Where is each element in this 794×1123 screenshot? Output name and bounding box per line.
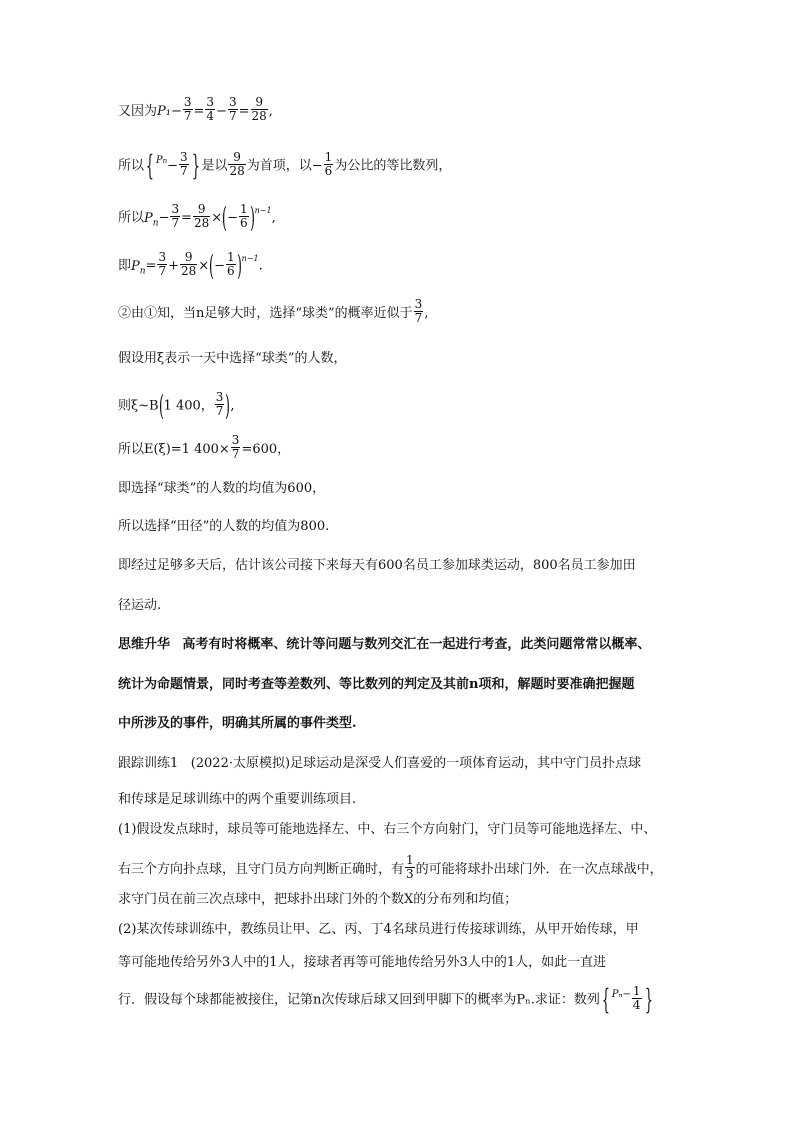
denominator: 28 bbox=[229, 163, 245, 178]
exercise-q2-line-2 bbox=[118, 955, 606, 971]
numerator: 3 bbox=[414, 297, 423, 311]
text: 为首项，以− bbox=[246, 158, 323, 174]
fraction bbox=[170, 203, 180, 230]
equation-line-solution: 即$P_n=$ $\frac{3}{7}$ + $\frac{9}{28}$ ×(− $\frac{1}{6}$ )$^{n-1}$. bbox=[118, 249, 263, 282]
text: 为公比的等比数列， bbox=[334, 158, 452, 174]
math: P₁− bbox=[157, 104, 182, 119]
exercise-label: 跟踪训练1 bbox=[118, 756, 179, 771]
equation-line-sequence: 所以{ $^{Pn}$− $\frac{3}{7}$ } 是以 $\frac{9}{28}$ 为首项，以− $\frac{1}{6}$ 为公比的等比数列， bbox=[118, 149, 452, 182]
text: 右三个方向扑点球，且守门员方向判断正确时，有 bbox=[118, 862, 405, 877]
numerator: 3 bbox=[180, 149, 188, 164]
summary-label: 思维升华 bbox=[118, 637, 171, 652]
fraction bbox=[179, 151, 189, 178]
numerator: 3 bbox=[206, 95, 215, 109]
denominator: 28 bbox=[251, 109, 267, 123]
text: 统计为命题情景，同时考查等差数列、等比数列的判定及其前n项和，解题时要准确把握题 bbox=[118, 677, 635, 692]
numerator: 1 bbox=[632, 983, 641, 998]
equation-line-expectation bbox=[118, 433, 291, 463]
denominator: 7 bbox=[171, 215, 180, 230]
denominator: 6 bbox=[324, 163, 333, 178]
left-paren-icon: ( bbox=[209, 249, 215, 282]
summary-line-3 bbox=[118, 716, 357, 732]
equation-line-binomial: 则ξ∼B(1 400， $\frac{3}{7}$ ), bbox=[118, 389, 235, 422]
denominator: 7 bbox=[228, 109, 237, 123]
text: 等可能地传给另外3人中的1人，接球者再等可能地传给另外3人中的1人，如此一直进 bbox=[118, 955, 607, 970]
numerator: 9 bbox=[251, 96, 268, 110]
denominator: 28 bbox=[181, 263, 197, 278]
text: 1 400， bbox=[163, 398, 214, 414]
text: 中所涉及的事件，明确其所属的事件类型. bbox=[118, 716, 357, 731]
paragraph-conclusion-1 bbox=[118, 558, 636, 574]
denominator: 4 bbox=[206, 109, 215, 123]
exponent: n−1 bbox=[241, 253, 259, 263]
text: (1)假设发点球时，球员等可能地选择左、中、右三个方向射门，守门员等可能地选择左、中、 bbox=[118, 822, 657, 837]
right-brace-icon: } bbox=[191, 149, 200, 182]
numerator: 1 bbox=[406, 853, 414, 867]
exercise-q1-line-1 bbox=[118, 822, 656, 838]
text: 即 bbox=[118, 258, 132, 274]
math: $P_n$ bbox=[131, 258, 146, 277]
denominator: 7 bbox=[183, 109, 192, 123]
math: Pₙ− bbox=[611, 988, 631, 1000]
right-paren-icon: ) bbox=[236, 249, 242, 282]
fraction bbox=[180, 251, 197, 278]
fraction bbox=[228, 96, 238, 123]
left-paren-icon: ( bbox=[222, 201, 228, 234]
numerator: 1 bbox=[240, 201, 248, 216]
text: (2)某次传球训练中，教练员让甲、乙、丙、丁4名球员进行传接球训练，从甲开始传球，甲 bbox=[118, 922, 639, 937]
fraction bbox=[414, 298, 424, 325]
equation-line-p1: 又因为P₁− $\frac{3}{7}$ = $\frac{3}{4}$ − $\frac{3}{7}$ = $\frac{9}{28}$ , bbox=[118, 95, 273, 123]
exercise-q1-line-3 bbox=[118, 892, 517, 908]
text: 的可能将球扑出球门外．在一次点球战中， bbox=[415, 862, 663, 877]
text: 所以 bbox=[118, 210, 145, 226]
fraction bbox=[231, 434, 241, 461]
denominator: 7 bbox=[414, 311, 423, 325]
text: 所以选择“田径”的人数的均值为800. bbox=[118, 519, 330, 534]
exercise-q2-line-3 bbox=[118, 983, 654, 1016]
exercise-q1-line-2 bbox=[118, 853, 663, 883]
numerator: 9 bbox=[228, 151, 245, 165]
right-paren-icon: ) bbox=[249, 201, 255, 234]
denominator: 6 bbox=[240, 215, 248, 230]
denominator: 28 bbox=[194, 215, 210, 230]
fraction bbox=[324, 151, 334, 178]
text: 所以E(ξ)=1 400× bbox=[118, 442, 230, 457]
paragraph-mean-track bbox=[118, 519, 329, 535]
right-brace-icon: } bbox=[644, 983, 653, 1016]
summary-line-2 bbox=[118, 677, 634, 693]
fraction bbox=[251, 96, 268, 123]
text: 径运动. bbox=[118, 598, 162, 613]
fraction bbox=[215, 391, 225, 418]
exercise-line-1 bbox=[118, 756, 641, 772]
fraction bbox=[226, 251, 236, 278]
text: 又因为 bbox=[118, 104, 158, 119]
paragraph-conclusion-2 bbox=[118, 598, 161, 614]
text: 求守门员在前三次点球中，把球扑出球门外的个数X的分布列和均值； bbox=[118, 892, 518, 907]
text: 所以 bbox=[118, 158, 145, 174]
fraction bbox=[632, 985, 642, 1012]
numerator: 9 bbox=[193, 203, 210, 217]
exponent: n−1 bbox=[254, 205, 272, 215]
left-brace-icon: { bbox=[145, 149, 154, 182]
denominator: 7 bbox=[231, 447, 240, 461]
text: 高考有时将概率、统计等问题与数列交汇在一起进行考查，此类问题常常以概率、 bbox=[182, 637, 651, 652]
text: 即选择“球类”的人数的均值为600， bbox=[118, 481, 326, 496]
text: 是以 bbox=[201, 158, 228, 174]
numerator: 3 bbox=[158, 249, 167, 264]
fraction bbox=[193, 203, 210, 230]
text: 假设用ξ表示一天中选择“球类”的人数， bbox=[118, 351, 347, 366]
text: =600， bbox=[241, 442, 291, 457]
numerator: 3 bbox=[228, 95, 237, 109]
denominator: 4 bbox=[632, 997, 641, 1012]
denominator: 7 bbox=[215, 403, 224, 418]
paragraph-assumption bbox=[118, 351, 346, 367]
exercise-source: (2022·太原模拟) bbox=[190, 756, 291, 771]
fraction bbox=[183, 96, 193, 123]
exercise-q2-line-1 bbox=[118, 922, 639, 938]
text: 行．假设每个球都能被接住，记第n次传球后球又回到甲脚下的概率为Pₙ.求证：数列 bbox=[118, 992, 600, 1008]
fraction bbox=[239, 203, 249, 230]
fraction bbox=[205, 96, 215, 123]
text: 则ξ∼B bbox=[118, 398, 159, 414]
text: 足球运动是深受人们喜爱的一项体育运动，其中守门员扑点球 bbox=[290, 756, 642, 771]
fraction bbox=[405, 854, 415, 881]
paragraph-mean-ball bbox=[118, 481, 325, 497]
left-paren-icon: ( bbox=[158, 389, 164, 422]
paragraph-limit: ②由①知，当n足够大时，选择“球类”的概率近似于 $\frac{3}{7}$ , bbox=[118, 297, 429, 325]
summary-line-1 bbox=[118, 637, 650, 653]
numerator: 1 bbox=[227, 249, 235, 264]
math: $P_n$ bbox=[144, 210, 159, 229]
text: 即经过足够多天后，估计该公司接下来每天有600名员工参加球类运动，800名员工参加田 bbox=[118, 558, 636, 573]
fraction bbox=[228, 151, 245, 178]
denominator: 7 bbox=[180, 163, 188, 178]
denominator: 3 bbox=[406, 867, 414, 881]
denominator: 7 bbox=[158, 263, 167, 278]
left-brace-icon: { bbox=[601, 983, 610, 1016]
exercise-line-2 bbox=[118, 792, 356, 808]
numerator: 1 bbox=[324, 149, 333, 164]
equation-line-general: 所以$P_n-$ $\frac{3}{7}$ = $\frac{9}{28}$ ×(− $\frac{1}{6}$ )$^{n-1}$, bbox=[118, 201, 276, 234]
numerator: 9 bbox=[180, 251, 197, 265]
numerator: 3 bbox=[183, 95, 192, 109]
text: ②由①知，当n足够大时，选择“球类”的概率近似于 bbox=[118, 306, 413, 321]
numerator: 3 bbox=[215, 389, 224, 404]
text: 和传球是足球训练中的两个重要训练项目. bbox=[118, 792, 357, 807]
math: Pn bbox=[155, 154, 168, 166]
numerator: 3 bbox=[171, 201, 180, 216]
numerator: 3 bbox=[231, 433, 240, 447]
right-paren-icon: ) bbox=[225, 389, 231, 422]
denominator: 6 bbox=[227, 263, 235, 278]
fraction bbox=[157, 251, 167, 278]
